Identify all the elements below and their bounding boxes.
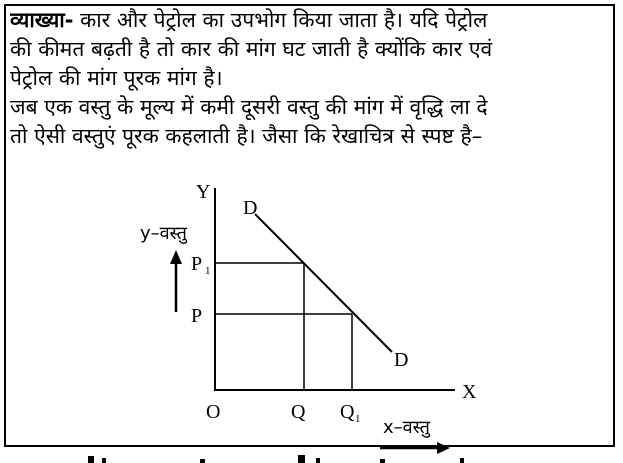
q1-subscript: 1 — [355, 413, 361, 425]
text-line-1-rest: कार और पेट्रोल का उपभोग किया जाता है। यदि पेट्रोल — [73, 8, 488, 32]
text-line-4: जब एक वस्तु के मूल्य में कमी दूसरी वस्तु की मांग में वृद्धि ला दे — [10, 95, 488, 119]
y-axis-letter: Y — [196, 181, 211, 203]
text-line-5: तो ऐसी वस्तुएं पूरक कहलाती है। जैसा कि रेखाचित्र से स्पष्ट है– — [10, 124, 483, 148]
q1-label: Q — [340, 401, 355, 423]
next-line-fragment — [80, 452, 500, 463]
text-line-2: की कीमत बढ़ती है तो कार की मांग घट जाती है क्योंकि कार एवं — [10, 37, 493, 61]
p1-label: P — [191, 253, 203, 275]
y-axis-title: y–वस्तु — [140, 223, 187, 244]
demand-curve — [255, 214, 392, 352]
x-axis-title: x–वस्तु — [383, 417, 430, 438]
origin-label: O — [206, 401, 221, 423]
demand-label-top: D — [243, 197, 258, 219]
y-axis-arrowhead — [170, 250, 182, 264]
x-axis-letter: X — [462, 381, 477, 403]
p1-subscript: 1 — [205, 265, 211, 277]
p-label: P — [191, 305, 203, 327]
text-line-3: पेट्रोल की मांग पूरक मांग है। — [10, 66, 223, 90]
demand-label-bottom: D — [394, 349, 409, 371]
explanation-heading: व्याख्या- — [10, 8, 74, 32]
q-label: Q — [291, 401, 306, 423]
